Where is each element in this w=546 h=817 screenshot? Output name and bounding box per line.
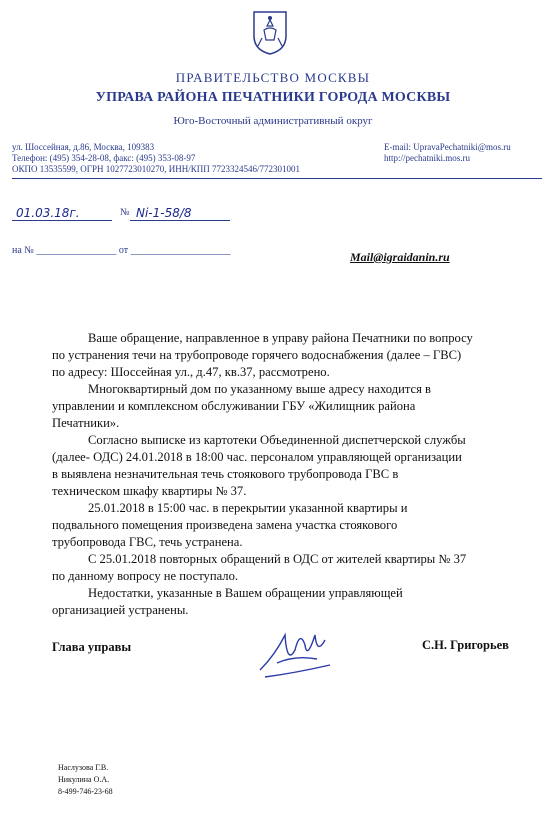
- body-line: управлении и комплексном обслуживании ГБУ «Жилищник района: [52, 399, 416, 413]
- phone-text: Телефон: (495) 354-28-08, факс: (495) 353-08-97: [12, 153, 196, 163]
- registration-number: Ni-1-58/8: [136, 206, 192, 220]
- signatory-position: Глава управы: [52, 640, 132, 654]
- signatory-name: С.Н. Григорьев: [422, 638, 509, 652]
- reference-line: на № ________________ от ____________________: [12, 245, 231, 256]
- executor-info: [58, 762, 113, 798]
- recipient-email: Mail@igraidanin.ru: [350, 250, 450, 264]
- body-line: по данному вопросу не поступало.: [52, 569, 239, 583]
- body-line: (далее- ОДС) 24.01.2018 в 18:00 час. персоналом управляющей организации: [52, 450, 462, 464]
- body-line: С 25.01.2018 повторных обращений в ОДС от жителей квартиры № 37: [88, 552, 467, 566]
- body-line: Ваше обращение, направленное в управу района Печатники по вопросу: [88, 331, 473, 345]
- moscow-coat-of-arms-icon: [250, 8, 290, 56]
- handwritten-signature: [255, 615, 335, 685]
- email-text: E-mail: UpravaPechatniki@mos.ru: [384, 142, 511, 152]
- body-line: 25.01.2018 в 15:00 час. в перекрытии указанной квартиры и: [88, 501, 408, 515]
- body-line: организацией устранены.: [52, 603, 189, 617]
- contacts-right: [384, 142, 544, 164]
- codes-text: ОКПО 13535599, ОГРН 1027723010270, ИНН/КПП 7723324546/772301001: [12, 164, 300, 174]
- government-title: ПРАВИТЕЛЬСТВО МОСКВЫ: [175, 70, 371, 85]
- letterhead-divider: [12, 178, 542, 179]
- executor-phone: 8-499-746-23-68: [58, 787, 113, 796]
- contacts-left: [12, 142, 382, 175]
- body-line: Многоквартирный дом по указанному выше адресу находится в: [88, 382, 432, 396]
- body-line: в выявлена незначительная течь стоякового трубопровода ГВС в: [52, 467, 399, 481]
- address-text: ул. Шоссейная, д.86, Москва, 109383: [12, 142, 155, 152]
- paragraph: [52, 381, 546, 432]
- number-field: [130, 204, 230, 221]
- date-field: [12, 204, 112, 221]
- body-line: техническом шкафу квартиры № 37.: [52, 484, 247, 498]
- number-label: №: [120, 207, 130, 218]
- web-text: http://pechatniki.mos.ru: [384, 153, 470, 163]
- paragraph: [52, 432, 546, 500]
- body-line: Печатники».: [52, 416, 120, 430]
- paragraph: [52, 330, 546, 381]
- paragraph: [52, 551, 546, 585]
- paragraph: [52, 500, 546, 551]
- body-line: Согласно выписке из картотеки Объединенной диспетчерской службы: [88, 433, 466, 447]
- executor-name: Наслузова Г.В.: [58, 763, 109, 772]
- authority-title: УПРАВА РАЙОНА ПЕЧАТНИКИ ГОРОДА МОСКВЫ: [95, 90, 451, 105]
- body-line: по адресу: Шоссейная ул., д.47, кв.37, рассмотрено.: [52, 365, 330, 379]
- body-line: трубопровода ГВС, течь устранена.: [52, 535, 243, 549]
- body-line: по устранения течи на трубопроводе горячего водоснабжения (далее – ГВС): [52, 348, 462, 362]
- registration-date: 01.03.18г.: [16, 206, 80, 220]
- letter-body: [52, 330, 546, 619]
- paragraph: [52, 585, 546, 619]
- body-line: подвального помещения произведена замена участка стоякового: [52, 518, 398, 532]
- executor-name: Никулина О.А.: [58, 775, 110, 784]
- district-subtitle: Юго-Восточный административный округ: [173, 115, 373, 127]
- body-line: Недостатки, указанные в Вашем обращении управляющей: [88, 586, 403, 600]
